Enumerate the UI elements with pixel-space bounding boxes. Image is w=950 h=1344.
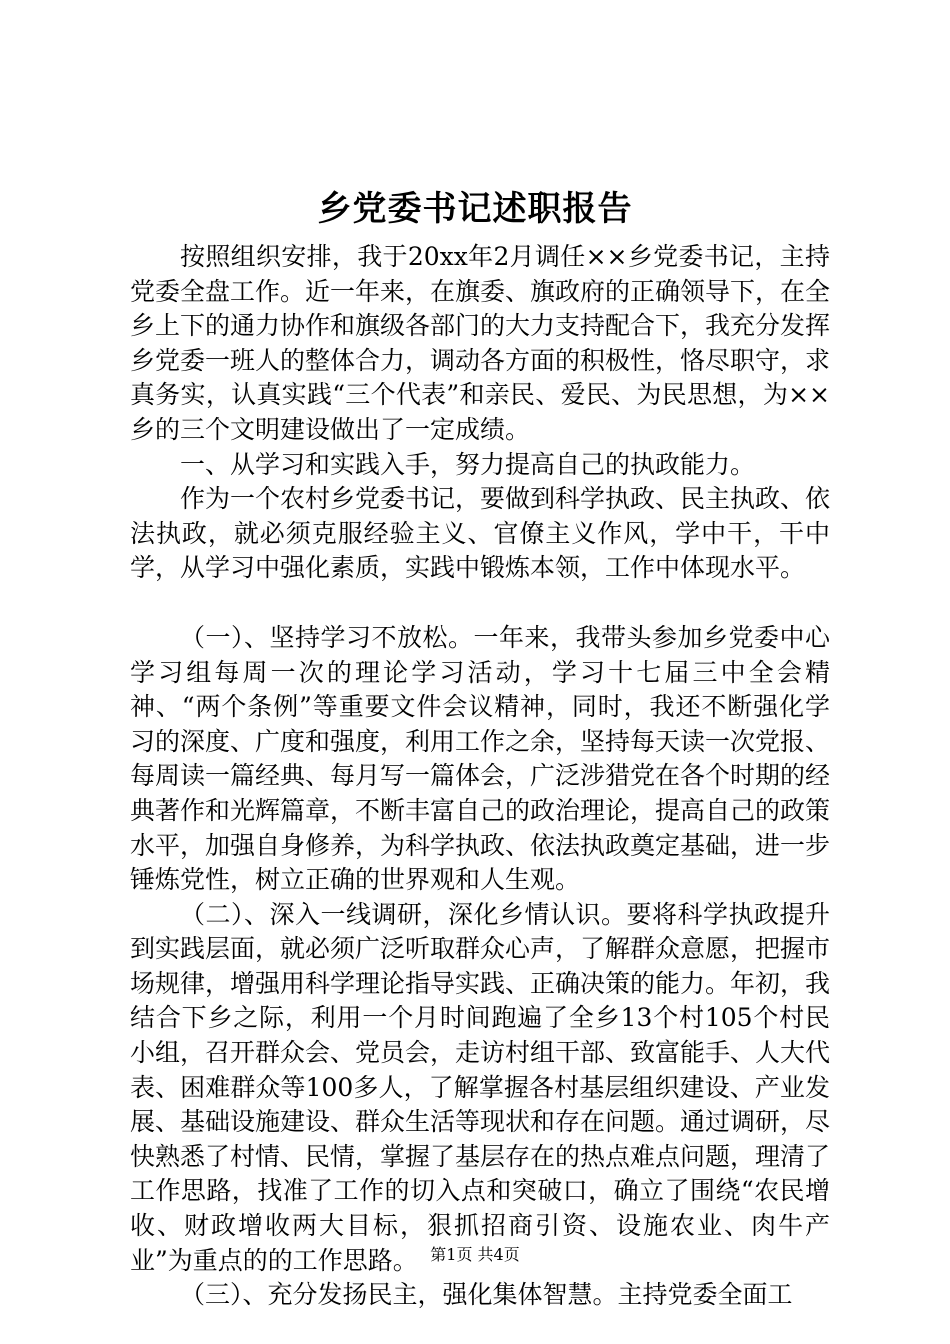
- page-number-footer: 第1页 共4页: [430, 1245, 520, 1264]
- document-title: 乡党委书记述职报告: [317, 189, 633, 229]
- paragraph-item-2: （二）、深入一线调研，深化乡情认识。要将科学执政提升到实践层面，就必须广泛听取群众心声，了解群众意愿，把握市场规律，增强用科学理论指导实践、正确决策的能力。年初，我结合下乡之际，利用一个月时间跑遍了全乡13个村105个村民小组，召开群众会、党员会，走访村组干部、致富能手、人大代表、困难群众等100多人，了解掌握各村基层组织建设、产业发展、基础设施建设、群众生活等现状和存在问题。通过调研，尽快熟悉了村情、民情，掌握了基层存在的热点难点问题，理清了工作思路，找准了工作的切入点和突破口，确立了围绕“农民增收、财政增收两大目标，狠抓招商引资、设施农业、肉牛产业”为重点的的工作思路。: [130, 899, 831, 1275]
- paragraph-section-text: 作为一个农村乡党委书记，要做到科学执政、民主执政、依法执政，就必须克服经验主义、官僚主义作风，学中干，干中学，从学习中强化素质，实践中锻炼本领，工作中体现水平。: [130, 484, 831, 583]
- paragraph-item-1: （一）、坚持学习不放松。一年来，我带头参加乡党委中心学习组每周一次的理论学习活动，学习十七届三中全会精神、“两个条例”等重要文件会议精神，同时，我还不断强化学习的深度、广度和强度，利用工作之余，坚持每天读一次党报、每周读一篇经典、每月写一篇体会，广泛涉猎党在各个时期的经典著作和光辉篇章，不断丰富自己的政治理论，提高自己的政策水平，加强自身修养，为科学执政、依法执政奠定基础，进一步锤炼党性，树立正确的世界观和人生观。: [130, 622, 831, 895]
- paragraph-intro: 按照组织安排，我于20xx年2月调任××乡党委书记，主持党委全盘工作。近一年来，在旗委、旗政府的正确领导下，在全乡上下的通力协作和旗级各部门的大力支持配合下，我充分发挥乡党委一班人的整体合力，调动各方面的积极性，恪尽职守，求真务实，认真实践“三个代表”和亲民、爱民、为民思想，为××乡的三个文明建设做出了一定成绩。: [130, 242, 831, 444]
- document-body: [130, 240, 830, 1313]
- paragraph-section-heading: 一、从学习和实践入手，努力提高自己的执政能力。: [180, 449, 756, 479]
- paragraph-item-3: （三）、充分发扬民主，强化集体智慧。主持党委全面工: [180, 1280, 793, 1310]
